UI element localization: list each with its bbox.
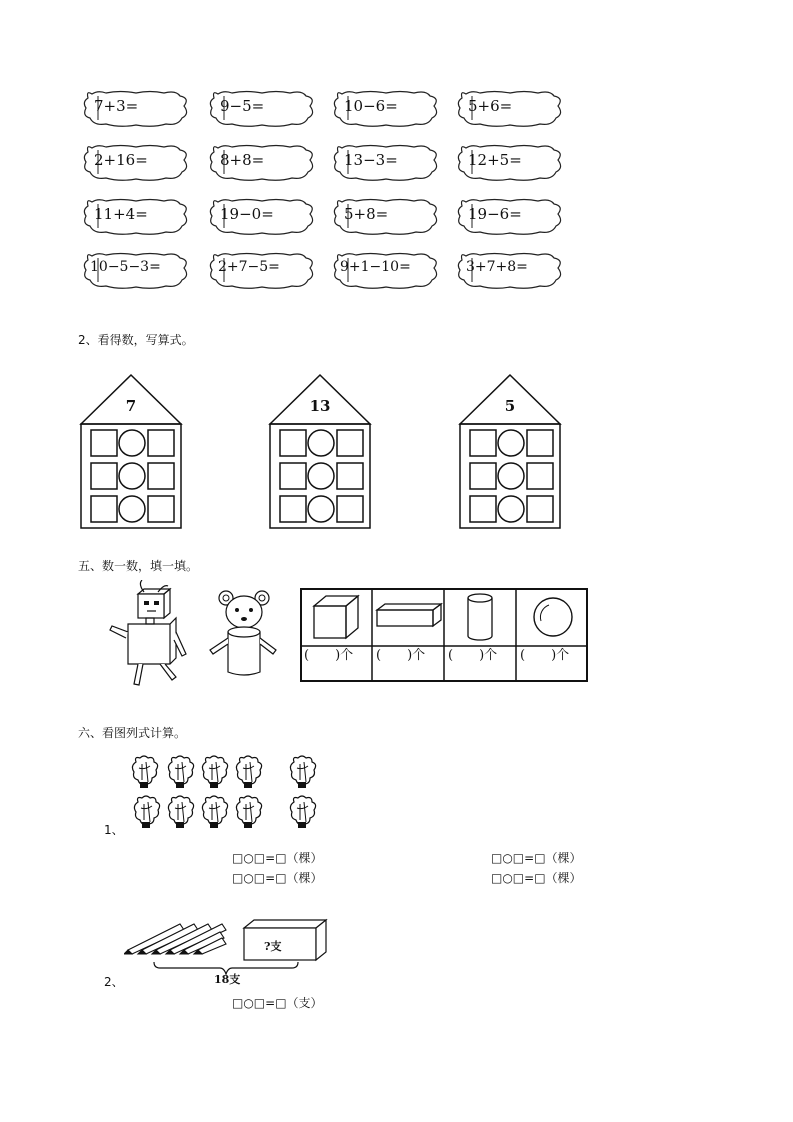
answer-formula[interactable]: □○□=□（支） xyxy=(232,996,323,1010)
equation-text: 19−6= xyxy=(468,205,522,223)
equation-text: 19−0= xyxy=(220,205,274,223)
equation-cloud xyxy=(206,142,314,182)
bear-figure xyxy=(204,588,284,680)
equation-cloud xyxy=(330,142,438,182)
cuboid-icon xyxy=(375,602,443,632)
equation-cloud xyxy=(80,88,188,128)
section-5-heading: 五、数一数，填一填。 xyxy=(78,559,199,573)
equation-cloud xyxy=(206,196,314,236)
equation-cloud xyxy=(330,88,438,128)
equation-cloud xyxy=(454,250,562,290)
equation-text: 13−3= xyxy=(344,151,398,169)
equation-cloud xyxy=(80,196,188,236)
equation-text: 5+8= xyxy=(344,205,389,223)
equation-text: 7+3= xyxy=(94,97,139,115)
cylinder-count-field[interactable]: ( )个 xyxy=(448,648,498,663)
number-house xyxy=(268,373,372,529)
equation-text: 12+5= xyxy=(468,151,522,169)
equation-cloud xyxy=(454,142,562,182)
number-house xyxy=(458,373,562,529)
cabbage-picture xyxy=(130,752,330,832)
equation-text: 8+8= xyxy=(220,151,265,169)
question-1-label: 1、 xyxy=(104,823,124,837)
equation-text: 11+4= xyxy=(94,205,148,223)
equation-cloud xyxy=(206,250,314,290)
equation-cloud xyxy=(206,88,314,128)
sphere-icon xyxy=(530,594,576,640)
equation-text: 9+1−10= xyxy=(340,259,411,275)
equation-cloud xyxy=(330,196,438,236)
cube-icon xyxy=(310,594,364,642)
robot-figure xyxy=(108,580,190,688)
house-number: 5 xyxy=(504,397,516,415)
sphere-count-field[interactable]: ( )个 xyxy=(520,648,570,663)
equation-cloud xyxy=(454,88,562,128)
answer-formula[interactable]: □○□=□（棵） xyxy=(232,871,323,885)
equation-cloud xyxy=(330,250,438,290)
shape-count-table xyxy=(300,588,588,682)
answer-formula[interactable]: □○□=□（棵） xyxy=(491,871,582,885)
equation-text: 3+7+8= xyxy=(466,259,528,275)
equation-text: 2+7−5= xyxy=(218,259,280,275)
number-house xyxy=(79,373,183,529)
equation-cloud xyxy=(80,250,188,290)
equation-text: 2+16= xyxy=(94,151,148,169)
equation-text: 5+6= xyxy=(468,97,513,115)
section-2-heading: 2、看得数，写算式。 xyxy=(78,333,194,347)
cube-count-field[interactable]: ( )个 xyxy=(304,648,354,663)
equation-text: 10−6= xyxy=(344,97,398,115)
answer-formula[interactable]: □○□=□（棵） xyxy=(232,851,323,865)
house-number: 13 xyxy=(309,397,331,415)
cylinder-icon xyxy=(462,592,498,642)
house-number: 7 xyxy=(125,397,137,415)
equation-cloud xyxy=(80,142,188,182)
equation-text: 10−5−3= xyxy=(90,259,161,275)
equation-cloud xyxy=(454,196,562,236)
answer-formula[interactable]: □○□=□（棵） xyxy=(491,851,582,865)
equation-text: 9−5= xyxy=(220,97,265,115)
section-6-heading: 六、看图列式计算。 xyxy=(78,726,187,740)
cuboid-count-field[interactable]: ( )个 xyxy=(376,648,426,663)
box-quantity-label: ?支 xyxy=(264,940,282,953)
question-2-label: 2、 xyxy=(104,975,124,989)
total-pencils-label: 18支 xyxy=(214,973,241,986)
